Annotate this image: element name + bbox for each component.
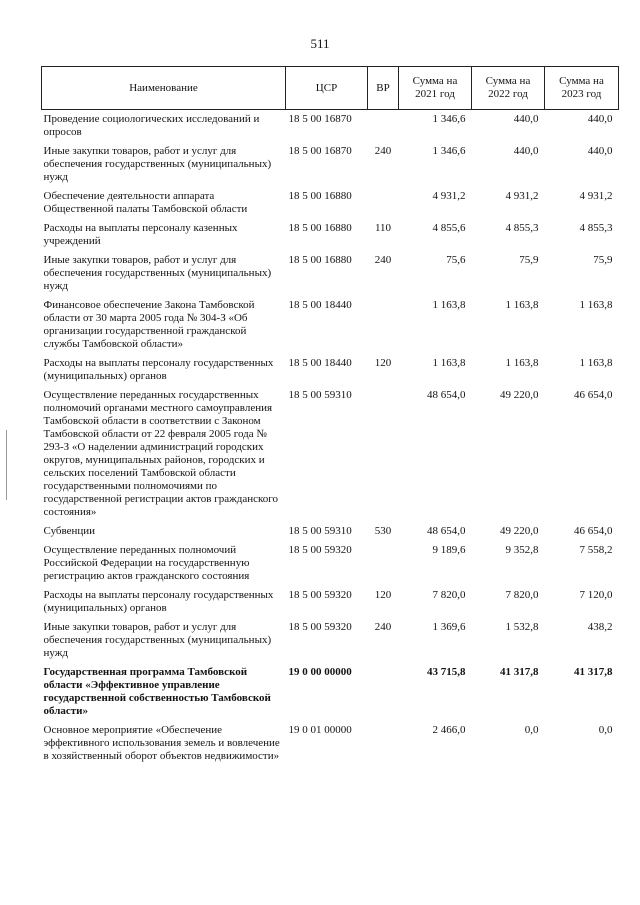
row-name: Субвенции bbox=[43, 525, 96, 537]
row-sum-2022: 49 220,0 bbox=[500, 525, 539, 537]
row-name: Иные закупки товаров, работ и услуг для обеспечения государственных (муниципальных) нужд bbox=[43, 621, 272, 659]
row-sum-2023: 0,0 bbox=[598, 724, 613, 736]
row-vr bbox=[368, 110, 399, 146]
row-sum-2023: 46 654,0 bbox=[574, 389, 613, 401]
row-vr bbox=[368, 389, 399, 525]
row-vr bbox=[368, 666, 399, 724]
scan-edge-line bbox=[6, 430, 7, 500]
table-row bbox=[42, 299, 619, 357]
header-vr: ВР bbox=[368, 67, 399, 110]
row-sum-2021: 48 654,0 bbox=[427, 525, 466, 537]
table-row bbox=[42, 222, 619, 254]
row-sum-2021: 7 820,0 bbox=[432, 589, 466, 601]
table-row bbox=[42, 389, 619, 525]
row-sum-2021: 1 346,6 bbox=[432, 145, 466, 157]
table-row bbox=[42, 190, 619, 222]
row-name: Расходы на выплаты персоналу казенных учреждений bbox=[43, 222, 238, 247]
row-vr bbox=[368, 544, 399, 589]
row-name: Расходы на выплаты персоналу государственных (муниципальных) органов bbox=[43, 357, 274, 382]
row-sum-2021: 1 346,6 bbox=[432, 113, 466, 125]
row-sum-2022: 1 163,8 bbox=[505, 357, 539, 369]
row-vr: 240 bbox=[374, 254, 392, 266]
row-sum-2021: 4 931,2 bbox=[432, 190, 466, 202]
row-sum-2021: 1 163,8 bbox=[432, 357, 466, 369]
row-csr: 18 5 00 59320 bbox=[288, 621, 352, 633]
row-sum-2022: 41 317,8 bbox=[500, 666, 539, 678]
row-name: Основное мероприятие «Обеспечение эффективного использования земель и вовлечение в хозяйственный оборот объектов недвижимости» bbox=[43, 724, 280, 762]
row-sum-2023: 4 931,2 bbox=[579, 190, 613, 202]
row-csr: 18 5 00 18440 bbox=[288, 299, 352, 311]
row-vr: 240 bbox=[374, 145, 392, 157]
row-vr: 530 bbox=[374, 525, 392, 537]
row-sum-2021: 43 715,8 bbox=[427, 666, 466, 678]
row-sum-2022: 4 931,2 bbox=[505, 190, 539, 202]
row-sum-2021: 4 855,6 bbox=[432, 222, 466, 234]
row-sum-2021: 1 163,8 bbox=[432, 299, 466, 311]
header-sum-2021: Сумма на 2021 год bbox=[399, 67, 472, 110]
row-csr: 18 5 00 16870 bbox=[288, 113, 352, 125]
table-header bbox=[42, 67, 619, 110]
row-name: Расходы на выплаты персоналу государственных (муниципальных) органов bbox=[43, 589, 274, 614]
row-vr: 120 bbox=[374, 589, 392, 601]
row-sum-2023: 41 317,8 bbox=[574, 666, 613, 678]
row-sum-2023: 75,9 bbox=[593, 254, 613, 266]
table-body bbox=[42, 110, 619, 770]
row-sum-2022: 440,0 bbox=[513, 145, 539, 157]
row-sum-2021: 9 189,6 bbox=[432, 544, 466, 556]
row-sum-2023: 438,2 bbox=[587, 621, 613, 633]
row-csr: 18 5 00 16870 bbox=[288, 145, 352, 157]
row-sum-2023: 46 654,0 bbox=[574, 525, 613, 537]
row-sum-2022: 440,0 bbox=[513, 113, 539, 125]
row-name: Иные закупки товаров, работ и услуг для обеспечения государственных (муниципальных) нужд bbox=[43, 145, 272, 183]
row-csr: 19 0 01 00000 bbox=[288, 724, 352, 736]
row-name: Обеспечение деятельности аппарата Общественной палаты Тамбовской области bbox=[43, 190, 248, 215]
table-row bbox=[42, 525, 619, 544]
table-row bbox=[42, 357, 619, 389]
row-vr bbox=[368, 724, 399, 769]
header-sum-2022: Сумма на 2022 год bbox=[472, 67, 545, 110]
row-sum-2022: 4 855,3 bbox=[505, 222, 539, 234]
row-sum-2021: 2 466,0 bbox=[432, 724, 466, 736]
row-csr: 18 5 00 59310 bbox=[288, 389, 352, 401]
row-sum-2021: 48 654,0 bbox=[427, 389, 466, 401]
row-csr: 18 5 00 18440 bbox=[288, 357, 352, 369]
row-name: Осуществление переданных полномочий Российской Федерации на государственную регистрацию актов гражданского состояния bbox=[43, 544, 250, 582]
row-csr: 18 5 00 16880 bbox=[288, 222, 352, 234]
table-row bbox=[42, 589, 619, 621]
row-sum-2022: 7 820,0 bbox=[505, 589, 539, 601]
row-name: Финансовое обеспечение Закона Тамбовской области от 30 марта 2005 года № 304-З «Об организации государственной гражданской службы Тамбовской области» bbox=[43, 299, 255, 350]
table-row bbox=[42, 666, 619, 724]
row-sum-2022: 0,0 bbox=[524, 724, 539, 736]
row-sum-2022: 1 163,8 bbox=[505, 299, 539, 311]
table-row bbox=[42, 621, 619, 666]
row-csr: 19 0 00 00000 bbox=[288, 666, 352, 678]
row-sum-2022: 75,9 bbox=[519, 254, 539, 266]
row-sum-2021: 75,6 bbox=[446, 254, 466, 266]
page-number: 511 bbox=[310, 36, 330, 51]
row-csr: 18 5 00 59320 bbox=[288, 589, 352, 601]
table-row bbox=[42, 254, 619, 299]
row-name: Осуществление переданных государственных полномочий органами местного самоуправления Тамбовской области в соответствии с Законом Тамбовской области от 22 февраля 2005 года № 293-З «О наделении администраций городских округов, муниципальных районов, городских и сельских поселений Тамбовской области государственными полномочиями по государственной регистрации актов гражданского состояния» bbox=[43, 389, 278, 518]
row-csr: 18 5 00 16880 bbox=[288, 254, 352, 266]
row-csr: 18 5 00 59310 bbox=[288, 525, 352, 537]
row-sum-2023: 440,0 bbox=[587, 113, 613, 125]
row-name: Проведение социологических исследований и опросов bbox=[43, 113, 260, 138]
row-sum-2021: 1 369,6 bbox=[432, 621, 466, 633]
row-sum-2022: 1 532,8 bbox=[505, 621, 539, 633]
table-row bbox=[42, 724, 619, 769]
row-vr: 240 bbox=[374, 621, 392, 633]
header-sum-2023: Сумма на 2023 год bbox=[545, 67, 619, 110]
row-sum-2022: 49 220,0 bbox=[500, 389, 539, 401]
budget-table bbox=[41, 66, 619, 769]
row-csr: 18 5 00 59320 bbox=[288, 544, 352, 556]
row-csr: 18 5 00 16880 bbox=[288, 190, 352, 202]
row-sum-2023: 7 558,2 bbox=[579, 544, 613, 556]
row-sum-2023: 7 120,0 bbox=[579, 589, 613, 601]
row-sum-2023: 4 855,3 bbox=[579, 222, 613, 234]
row-vr: 120 bbox=[374, 357, 392, 369]
row-vr bbox=[368, 190, 399, 222]
row-name: Иные закупки товаров, работ и услуг для обеспечения государственных (муниципальных) нужд bbox=[43, 254, 272, 292]
row-sum-2023: 1 163,8 bbox=[579, 299, 613, 311]
table-row bbox=[42, 110, 619, 146]
header-name: Наименование bbox=[42, 67, 286, 110]
row-vr: 110 bbox=[374, 222, 392, 234]
row-sum-2023: 440,0 bbox=[587, 145, 613, 157]
table-row bbox=[42, 145, 619, 190]
table-row bbox=[42, 544, 619, 589]
row-sum-2022: 9 352,8 bbox=[505, 544, 539, 556]
row-name: Государственная программа Тамбовской области «Эффективное управление государственной собственностью Тамбовской области» bbox=[43, 666, 271, 717]
row-sum-2023: 1 163,8 bbox=[579, 357, 613, 369]
header-csr: ЦСР bbox=[286, 67, 368, 110]
row-vr bbox=[368, 299, 399, 357]
